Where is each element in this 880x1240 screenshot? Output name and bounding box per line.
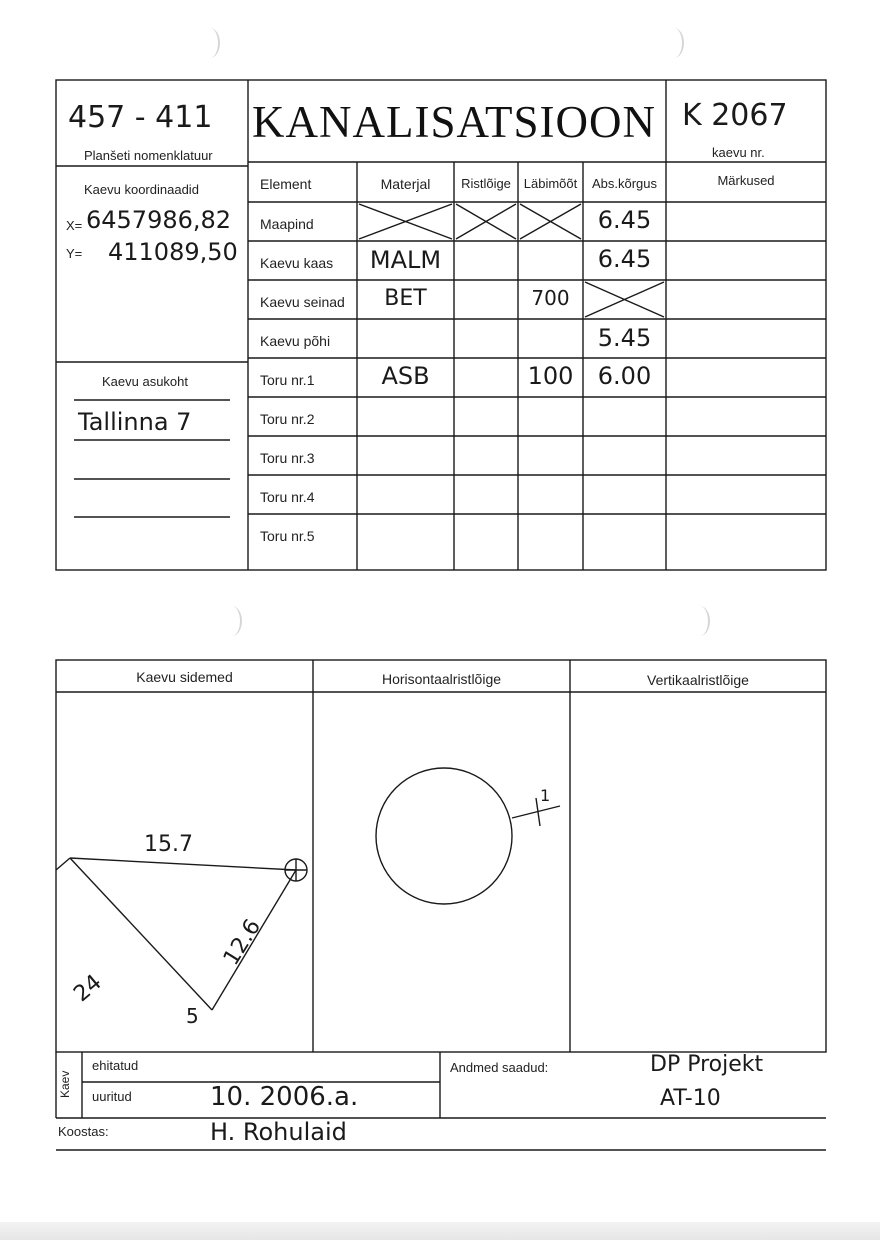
row-element-label: Kaevu seinad xyxy=(260,294,345,310)
y-coordinate-value: 411089,50 xyxy=(108,238,238,266)
cell-material: MALM xyxy=(369,246,442,274)
header-remarks: Märkused xyxy=(717,173,775,188)
pipe-label: 1 xyxy=(540,786,551,805)
scan-edge xyxy=(0,1222,880,1240)
surveyed-value: 10. 2006.a. xyxy=(210,1082,359,1112)
cell-abs-height: 5.45 xyxy=(597,324,652,352)
cell-abs-height: 6.45 xyxy=(597,245,652,273)
x-coordinate-label: X= xyxy=(66,218,83,233)
header-abs-height: Abs.kõrgus xyxy=(591,176,658,191)
row-element-label: Toru nr.2 xyxy=(260,411,315,427)
compiled-label: Koostas: xyxy=(58,1124,109,1139)
manhole-cross-section-circle xyxy=(376,768,512,904)
header-element: Element xyxy=(260,176,312,192)
well-number-label: kaevu nr. xyxy=(712,145,765,160)
nomenclature-label: Planšeti nomenklatuur xyxy=(84,148,213,163)
panel-horizontal-header: Horisontaalristlõige xyxy=(381,671,502,687)
row-element-label: Toru nr.5 xyxy=(260,528,315,544)
panel-ties-header: Kaevu sidemed xyxy=(136,669,233,685)
row-element-label: Toru nr.4 xyxy=(260,489,315,505)
cell-material: ASB xyxy=(381,362,430,390)
tie-dimension-right: 12.6 xyxy=(218,915,267,970)
row-element-label: Toru nr.1 xyxy=(260,372,315,388)
tie-dimension-top: 15.7 xyxy=(144,832,193,857)
cell-abs-height: 6.45 xyxy=(597,206,652,234)
header-cross-section: Ristlõige xyxy=(461,176,511,191)
location-label: Kaevu asukoht xyxy=(102,374,189,389)
cell-diameter: 700 xyxy=(531,286,570,310)
page-title: KANALISATSIOON xyxy=(252,97,656,147)
tie-dimension-left: 24 xyxy=(69,969,107,1008)
cell-abs-height: 6.00 xyxy=(597,362,652,390)
tie-line-top xyxy=(70,858,296,870)
built-label: ehitatud xyxy=(92,1058,139,1073)
x-coordinate-value: 6457986,82 xyxy=(86,206,232,234)
header-material: Materjal xyxy=(380,176,431,192)
nomenclature-value: 457 - 411 xyxy=(68,100,213,135)
header-diameter: Läbimõõt xyxy=(523,176,578,191)
y-coordinate-label: Y= xyxy=(66,246,83,261)
well-side-label: Kaev xyxy=(58,1070,72,1098)
panel-vertical-header: Vertikaalristlõige xyxy=(647,672,749,688)
surveyed-label: uuritud xyxy=(92,1089,132,1104)
row-element-label: Kaevu kaas xyxy=(260,255,334,271)
location-value: Tallinna 7 xyxy=(78,408,192,436)
well-number-value: K 2067 xyxy=(682,98,788,133)
data-received-value: DP Projekt xyxy=(650,1052,764,1077)
cell-material: BET xyxy=(384,286,427,311)
data-received-code: AT-10 xyxy=(660,1086,721,1111)
row-element-label: Kaevu põhi xyxy=(260,333,331,349)
coordinates-label: Kaevu koordinaadid xyxy=(84,182,199,197)
tie-dimension-bottom: 5 xyxy=(186,1004,199,1028)
data-received-label: Andmed saadud: xyxy=(450,1060,549,1075)
row-element-label: Toru nr.3 xyxy=(260,450,315,466)
row-element-label: Maapind xyxy=(260,216,314,232)
cell-diameter: 100 xyxy=(527,362,574,390)
pipe-direction-line xyxy=(512,806,560,818)
compiled-value: H. Rohulaid xyxy=(210,1118,347,1146)
